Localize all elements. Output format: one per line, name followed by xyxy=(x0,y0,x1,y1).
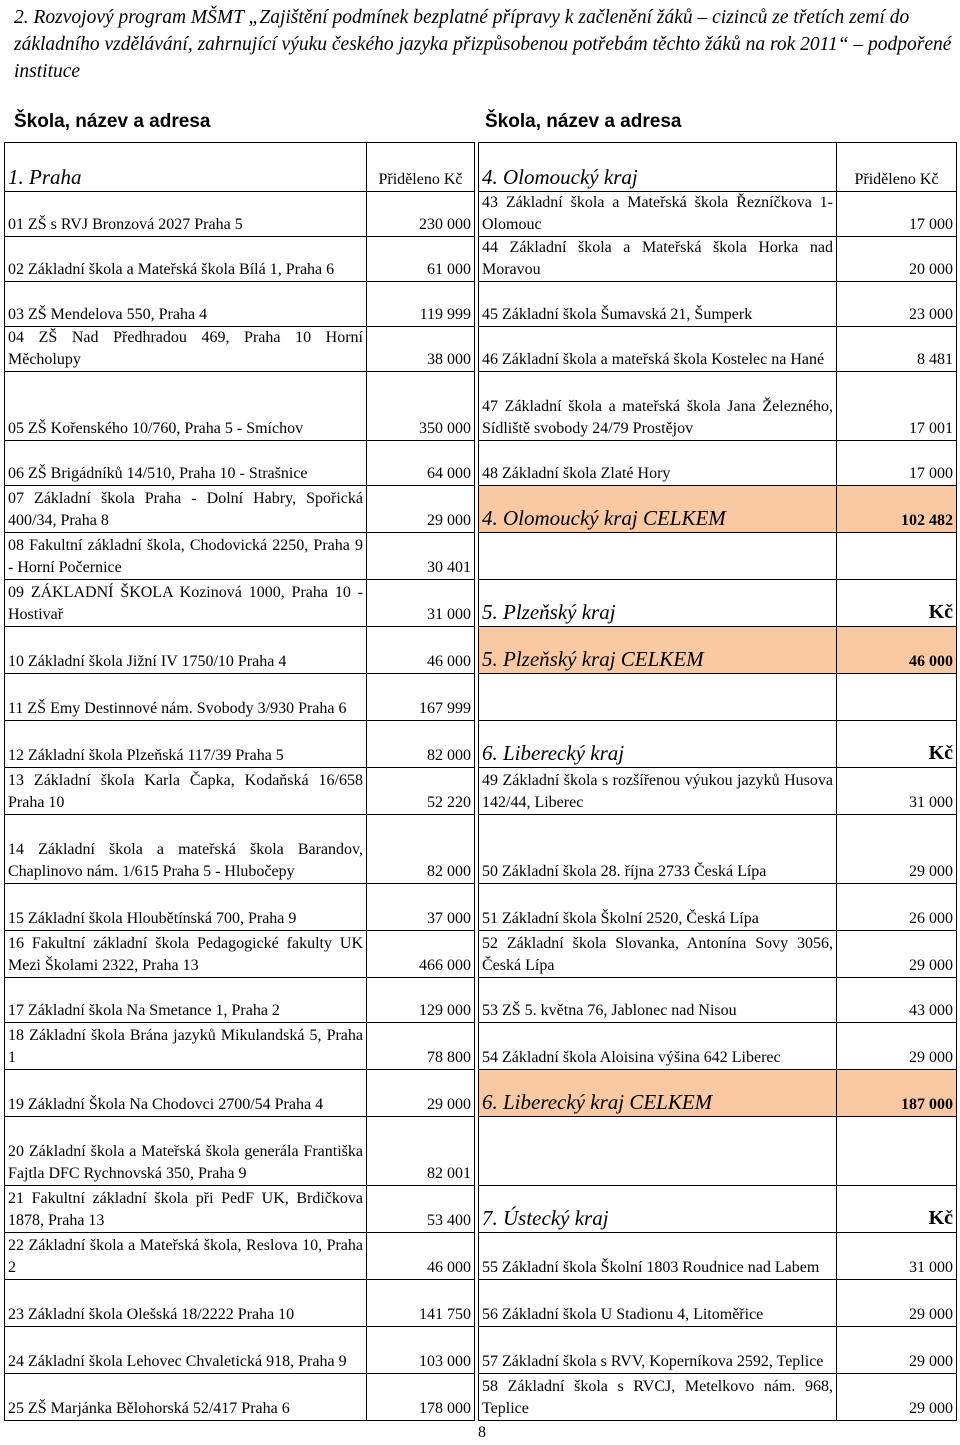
table-row xyxy=(479,192,957,237)
blank-cell xyxy=(837,1117,957,1186)
table-row xyxy=(479,931,957,978)
allocated-amount: 46 000 xyxy=(367,627,475,674)
school-name: 52 Základní škola Slovanka, Antonína Sovy 3056, Česká Lípa xyxy=(479,931,837,978)
allocated-amount: 29 000 xyxy=(367,1070,475,1117)
blank-cell xyxy=(479,1117,837,1186)
currency-label: Kč xyxy=(837,1186,957,1233)
table-row xyxy=(5,327,475,372)
school-name: 15 Základní škola Hloubětínská 700, Praha 9 xyxy=(5,884,367,931)
allocated-amount: 129 000 xyxy=(367,978,475,1023)
allocated-column-header: Přiděleno Kč xyxy=(837,143,957,192)
allocated-amount: 350 000 xyxy=(367,372,475,441)
table-row xyxy=(5,192,475,237)
table-row xyxy=(5,1186,475,1233)
blank-cell xyxy=(479,674,837,721)
allocated-amount: 29 000 xyxy=(837,1327,957,1374)
olomoucky-total-row xyxy=(479,486,957,533)
allocated-amount: 119 999 xyxy=(367,282,475,327)
school-name: 16 Fakultní základní škola Pedagogické fakulty UK Mezi Školami 2322, Praha 13 xyxy=(5,931,367,978)
allocated-amount: 230 000 xyxy=(367,192,475,237)
school-name: 02 Základní škola a Mateřská škola Bílá 1, Praha 6 xyxy=(5,237,367,282)
praha-table xyxy=(4,142,475,1421)
table-row xyxy=(479,237,957,282)
liberecky-total-row xyxy=(479,1070,957,1117)
school-name: 17 Základní škola Na Smetance 1, Praha 2 xyxy=(5,978,367,1023)
region-name: 5. Plzeňský kraj xyxy=(479,580,837,627)
blank-row xyxy=(479,533,957,580)
table-row xyxy=(5,674,475,721)
table-row xyxy=(479,441,957,486)
table-row xyxy=(5,627,475,674)
school-name: 22 Základní škola a Mateřská škola, Reslova 10, Praha 2 xyxy=(5,1233,367,1280)
currency-label: Kč xyxy=(837,721,957,768)
school-name: 25 ZŠ Marjánka Bělohorská 52/417 Praha 6 xyxy=(5,1374,367,1421)
left-column-header: Škola, název a adresa xyxy=(14,111,211,132)
school-name: 21 Fakultní základní škola při PedF UK, Brdičkova 1878, Praha 13 xyxy=(5,1186,367,1233)
table-row xyxy=(5,580,475,627)
school-name: 13 Základní škola Karla Čapka, Kodaňská 16/658 Praha 10 xyxy=(5,768,367,815)
allocated-amount: 466 000 xyxy=(367,931,475,978)
table-row xyxy=(5,372,475,441)
table-row xyxy=(5,441,475,486)
table-row xyxy=(5,721,475,768)
region-praha: 1. Praha xyxy=(5,143,367,192)
allocated-amount: 29 000 xyxy=(837,1280,957,1327)
allocated-amount: 8 481 xyxy=(837,327,957,372)
school-name: 54 Základní škola Aloisina výšina 642 Liberec xyxy=(479,1023,837,1070)
table-row xyxy=(5,768,475,815)
allocated-amount: 31 000 xyxy=(837,1233,957,1280)
table-row xyxy=(479,978,957,1023)
allocated-amount: 46 000 xyxy=(367,1233,475,1280)
region-total-amount: 102 482 xyxy=(837,486,957,533)
allocated-amount: 53 400 xyxy=(367,1186,475,1233)
table-row xyxy=(5,1280,475,1327)
allocated-amount: 141 750 xyxy=(367,1280,475,1327)
table-row xyxy=(5,237,475,282)
school-name: 03 ZŠ Mendelova 550, Praha 4 xyxy=(5,282,367,327)
document-title: 2. Rozvojový program MŠMT „Zajištění podmínek bezplatné přípravy k začlenění žáků – cizinců ze třetích zemí do základního vzdělávání, zahrnující výuku českého jazyka přizpůsobenou potřebám těchto žáků na rok 2011“ – podpořené instituce xyxy=(14,7,952,82)
allocated-amount: 31 000 xyxy=(837,768,957,815)
table-row xyxy=(479,815,957,884)
table-row xyxy=(5,1233,475,1280)
table-row xyxy=(479,768,957,815)
school-name: 46 Základní škola a mateřská škola Kostelec na Hané xyxy=(479,327,837,372)
olomoucky-header-row xyxy=(479,143,957,192)
page-number: 8 xyxy=(478,1424,486,1441)
school-name: 49 Základní škola s rozšířenou výukou jazyků Husova 142/44, Liberec xyxy=(479,768,837,815)
allocated-amount: 38 000 xyxy=(367,327,475,372)
praha-header-row xyxy=(5,143,475,192)
school-name: 23 Základní škola Olešská 18/2222 Praha 10 xyxy=(5,1280,367,1327)
allocated-amount: 29 000 xyxy=(837,1374,957,1421)
table-row xyxy=(5,282,475,327)
table-row xyxy=(5,931,475,978)
allocated-amount: 178 000 xyxy=(367,1374,475,1421)
school-name: 01 ZŠ s RVJ Bronzová 2027 Praha 5 xyxy=(5,192,367,237)
table-row xyxy=(5,815,475,884)
table-row xyxy=(479,372,957,441)
allocated-amount: 167 999 xyxy=(367,674,475,721)
region-total-amount: 46 000 xyxy=(837,627,957,674)
ustecky-header-row xyxy=(479,1186,957,1233)
allocated-amount: 20 000 xyxy=(837,237,957,282)
region-olomoucky: 4. Olomoucký kraj xyxy=(479,143,837,192)
school-name: 48 Základní škola Zlaté Hory xyxy=(479,441,837,486)
allocated-amount: 82 001 xyxy=(367,1117,475,1186)
table-row xyxy=(479,1023,957,1070)
school-name: 51 Základní škola Školní 2520, Česká Lípa xyxy=(479,884,837,931)
school-name: 08 Fakultní základní škola, Chodovická 2250, Praha 9 - Horní Počernice xyxy=(5,533,367,580)
region-name: 6. Liberecký kraj xyxy=(479,721,837,768)
allocated-amount: 82 000 xyxy=(367,721,475,768)
allocated-amount: 17 000 xyxy=(837,192,957,237)
allocated-amount: 31 000 xyxy=(367,580,475,627)
school-name: 55 Základní škola Školní 1803 Roudnice nad Labem xyxy=(479,1233,837,1280)
allocated-amount: 26 000 xyxy=(837,884,957,931)
school-name: 04 ZŠ Nad Předhradou 469, Praha 10 Horní Měcholupy xyxy=(5,327,367,372)
table-row xyxy=(5,1374,475,1421)
table-row xyxy=(5,486,475,533)
school-name: 57 Základní škola s RVV, Koperníkova 2592, Teplice xyxy=(479,1327,837,1374)
table-row xyxy=(479,1280,957,1327)
region-total-amount: 187 000 xyxy=(837,1070,957,1117)
table-row xyxy=(479,1233,957,1280)
school-name: 06 ZŠ Brigádníků 14/510, Praha 10 - Strašnice xyxy=(5,441,367,486)
school-name: 20 Základní škola a Mateřská škola generála Františka Fajtla DFC Rychnovská 350, Praha 9 xyxy=(5,1117,367,1186)
table-row xyxy=(5,1327,475,1374)
allocated-amount: 103 000 xyxy=(367,1327,475,1374)
school-name: 09 ZÁKLADNÍ ŠKOLA Kozinová 1000, Praha 10 - Hostivař xyxy=(5,580,367,627)
table-row xyxy=(479,1374,957,1421)
school-name: 05 ZŠ Kořenského 10/760, Praha 5 - Smíchov xyxy=(5,372,367,441)
school-name: 58 Základní škola s RVCJ, Metelkovo nám. 968, Teplice xyxy=(479,1374,837,1421)
allocated-amount: 61 000 xyxy=(367,237,475,282)
school-name: 24 Základní škola Lehovec Chvaletická 918, Praha 9 xyxy=(5,1327,367,1374)
school-name: 43 Základní škola a Mateřská škola Řezníčkova 1-Olomouc xyxy=(479,192,837,237)
region-total-label: 6. Liberecký kraj CELKEM xyxy=(479,1070,837,1117)
table-row xyxy=(5,1070,475,1117)
school-name: 44 Základní škola a Mateřská škola Horka nad Moravou xyxy=(479,237,837,282)
plzensky-header-row xyxy=(479,580,957,627)
blank-cell xyxy=(837,674,957,721)
currency-label: Kč xyxy=(837,580,957,627)
blank-row xyxy=(479,674,957,721)
school-name: 10 Základní škola Jižní IV 1750/10 Praha 4 xyxy=(5,627,367,674)
table-row xyxy=(5,884,475,931)
school-name: 14 Základní škola a mateřská škola Barandov, Chaplinovo nám. 1/615 Praha 5 - Hlubočepy xyxy=(5,815,367,884)
allocated-amount: 30 401 xyxy=(367,533,475,580)
allocated-amount: 29 000 xyxy=(367,486,475,533)
region-name: 7. Ústecký kraj xyxy=(479,1186,837,1233)
table-row xyxy=(5,1117,475,1186)
school-name: 19 Základní Škola Na Chodovci 2700/54 Praha 4 xyxy=(5,1070,367,1117)
school-name: 47 Základní škola a mateřská škola Jana Železného, Sídliště svobody 24/79 Prostějov xyxy=(479,372,837,441)
table-row xyxy=(479,282,957,327)
allocated-amount: 52 220 xyxy=(367,768,475,815)
allocated-amount: 37 000 xyxy=(367,884,475,931)
allocated-amount: 29 000 xyxy=(837,815,957,884)
table-row xyxy=(5,978,475,1023)
table-row xyxy=(479,1327,957,1374)
blank-row xyxy=(479,1117,957,1186)
allocated-amount: 23 000 xyxy=(837,282,957,327)
right-column-header: Škola, název a adresa xyxy=(485,111,682,132)
blank-cell xyxy=(837,533,957,580)
school-name: 56 Základní škola U Stadionu 4, Litoměřice xyxy=(479,1280,837,1327)
table-row xyxy=(5,1023,475,1070)
allocated-amount: 78 800 xyxy=(367,1023,475,1070)
school-name: 45 Základní škola Šumavská 21, Šumperk xyxy=(479,282,837,327)
plzensky-total-row xyxy=(479,627,957,674)
regions-table xyxy=(478,142,957,1421)
blank-cell xyxy=(479,533,837,580)
allocated-amount: 17 000 xyxy=(837,441,957,486)
allocated-amount: 43 000 xyxy=(837,978,957,1023)
school-name: 18 Základní škola Brána jazyků Mikulandská 5, Praha 1 xyxy=(5,1023,367,1070)
school-name: 50 Základní škola 28. října 2733 Česká Lípa xyxy=(479,815,837,884)
school-name: 12 Základní škola Plzeňská 117/39 Praha 5 xyxy=(5,721,367,768)
allocated-amount: 64 000 xyxy=(367,441,475,486)
region-total-label: 4. Olomoucký kraj CELKEM xyxy=(479,486,837,533)
region-total-label: 5. Plzeňský kraj CELKEM xyxy=(479,627,837,674)
allocated-column-header: Přiděleno Kč xyxy=(367,143,475,192)
school-name: 11 ZŠ Emy Destinnové nám. Svobody 3/930 Praha 6 xyxy=(5,674,367,721)
allocated-amount: 17 001 xyxy=(837,372,957,441)
allocated-amount: 82 000 xyxy=(367,815,475,884)
school-name: 53 ZŠ 5. května 76, Jablonec nad Nisou xyxy=(479,978,837,1023)
allocated-amount: 29 000 xyxy=(837,1023,957,1070)
table-row xyxy=(479,884,957,931)
school-name: 07 Základní škola Praha - Dolní Habry, Spořická 400/34, Praha 8 xyxy=(5,486,367,533)
liberecky-header-row xyxy=(479,721,957,768)
table-row xyxy=(479,327,957,372)
allocated-amount: 29 000 xyxy=(837,931,957,978)
table-row xyxy=(5,533,475,580)
